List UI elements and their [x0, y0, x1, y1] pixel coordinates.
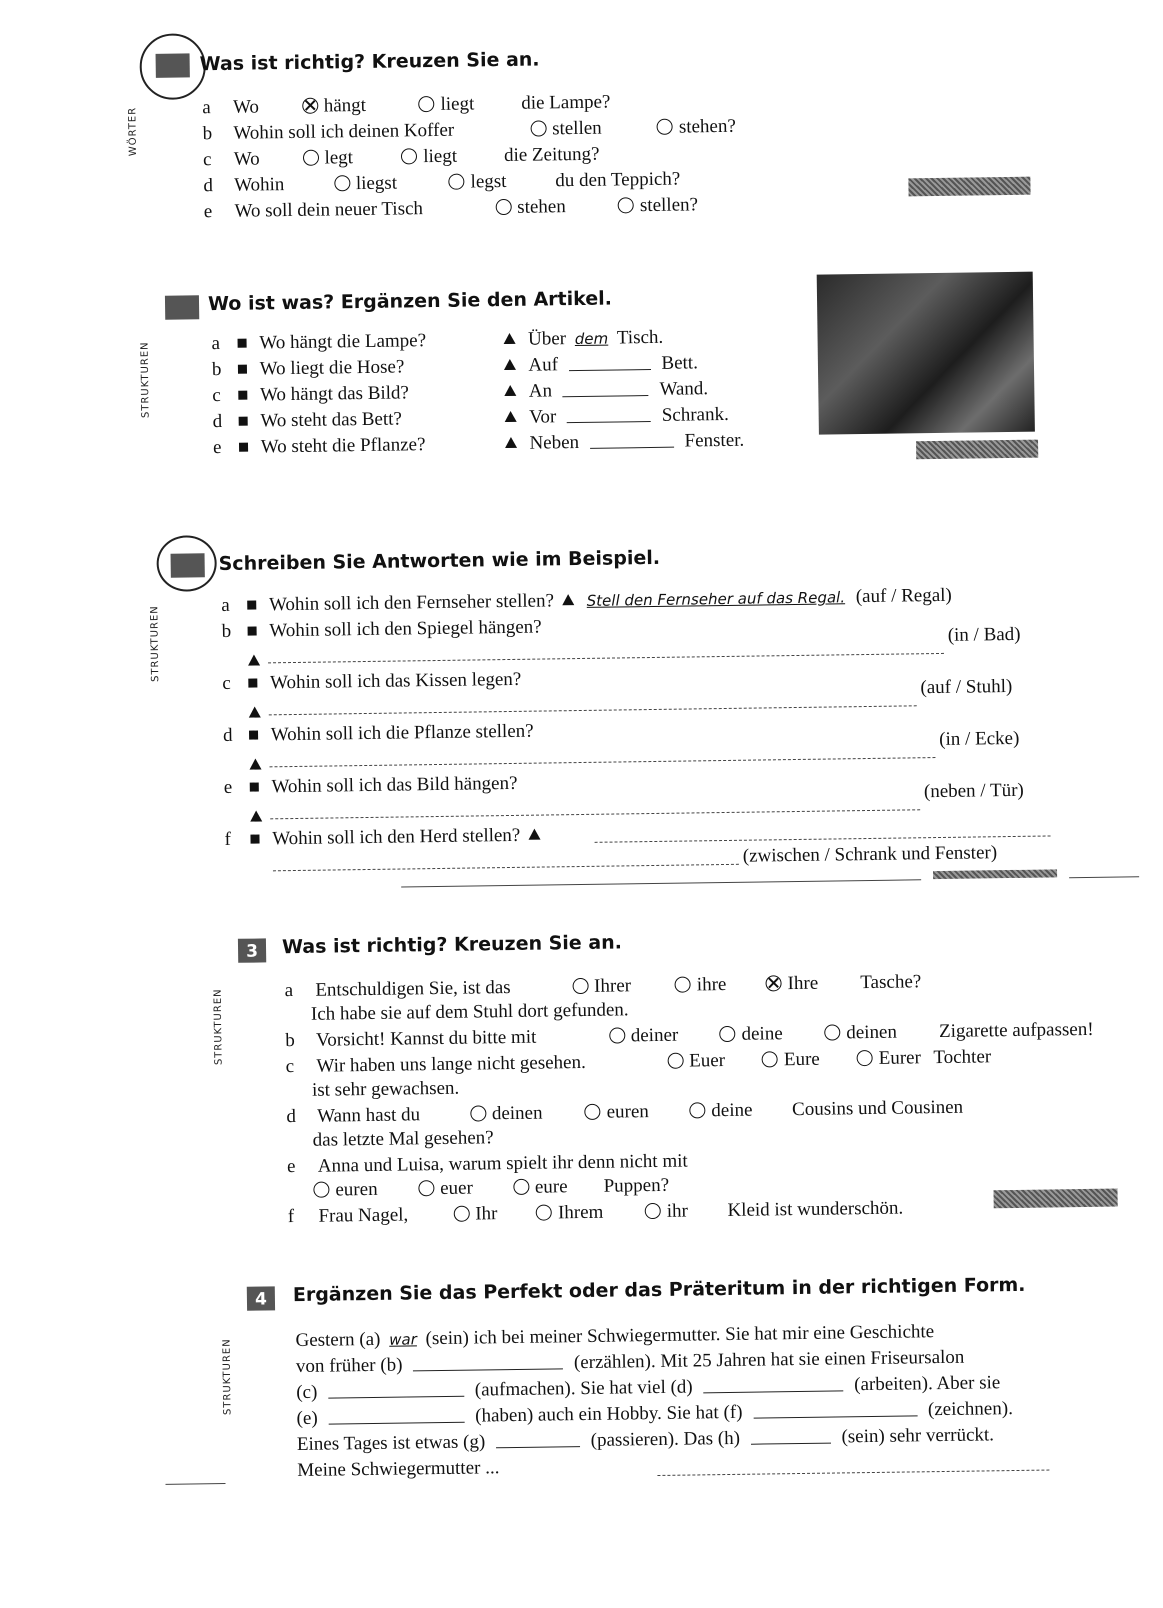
ex3-hint-b: (in / Bad): [947, 623, 1021, 646]
ex4-item-a: a Entschuldigen Sie, ist das Ihrer ihre Ihre Tasche?: [284, 971, 922, 1002]
exercise-number-badge: 3: [238, 938, 266, 962]
ex3-item-d: d Wohin soll ich die Pflanze stellen?: [222, 720, 534, 746]
ex3-hint-c: (auf / Stuhl): [920, 675, 1013, 699]
checked-circle-icon[interactable]: [765, 975, 781, 991]
ex5-line-1: Gestern (a) war (sein) ich bei meiner Schwiegermutter. Sie hat mir eine Geschichte: [295, 1321, 935, 1352]
triangle-bullet-icon: [504, 411, 516, 422]
square-bullet-icon: [239, 417, 248, 426]
ex3-hint-d: (in / Ecke): [939, 727, 1020, 750]
ex3-item-c: c Wohin soll ich das Kissen legen?: [222, 668, 522, 695]
bedroom-photo: [817, 272, 1035, 435]
circle-option-icon[interactable]: [470, 1105, 486, 1121]
ex2-item-c: c Wo hängt das Bild? An Wand.: [212, 378, 709, 407]
redacted-score-box: [933, 869, 1057, 879]
ex4-item-c: c Wir haben uns lange nicht gesehen. Euer Eure Eurer Tochter: [285, 1046, 992, 1078]
ex3-item-b: b Wohin soll ich den Spiegel hängen?: [221, 616, 542, 643]
circle-option-icon[interactable]: [824, 1024, 840, 1040]
triangle-bullet-icon: [249, 758, 261, 769]
circle-option-icon[interactable]: [584, 1104, 600, 1120]
ex4-item-d: d Wann hast du deinen euren deine Cousins und Cousinen: [286, 1096, 964, 1128]
answer-blank[interactable]: [751, 1427, 831, 1445]
ex3-item-f: f Wohin soll ich den Herd stellen?: [224, 824, 548, 851]
circle-option-icon[interactable]: [401, 148, 417, 164]
circle-option-icon[interactable]: [689, 1102, 705, 1118]
circle-option-icon[interactable]: [418, 1180, 434, 1196]
exercise-4-title: Was ist richtig? Kreuzen Sie an.: [281, 931, 623, 959]
answer-blank[interactable]: [413, 1352, 563, 1371]
divider-line: [401, 879, 921, 887]
circle-option-icon[interactable]: [530, 120, 546, 136]
answer-blank[interactable]: [496, 1430, 580, 1448]
circle-option-icon[interactable]: [448, 174, 464, 190]
side-label: STRUKTUREN: [212, 988, 225, 1066]
ex4-item-f: f Frau Nagel, Ihr Ihrem ihr Kleid ist wunderschön.: [287, 1197, 904, 1228]
square-bullet-icon: [248, 679, 257, 688]
ex3-item-e: e Wohin soll ich das Bild hängen?: [223, 772, 518, 798]
square-bullet-icon: [238, 339, 247, 348]
ex2-item-a: a Wo hängt die Lampe? Über dem Tisch.: [211, 326, 664, 355]
ex1-item-d: d Wohin liegst legst du den Teppich?: [203, 168, 681, 197]
square-bullet-icon: [250, 783, 259, 792]
redacted-score-box: [916, 440, 1038, 460]
circle-option-icon[interactable]: [719, 1026, 735, 1042]
triangle-bullet-icon: [504, 359, 516, 370]
circle-option-icon[interactable]: [857, 1050, 873, 1066]
divider-line: [657, 1470, 1049, 1476]
exercise-number-badge: 4: [247, 1286, 275, 1310]
ex1-item-b: b Wohin soll ich deinen Koffer stellen stehen?: [202, 115, 736, 145]
ex3-item-a: a Wohin soll ich den Fernseher stellen? Stell den Fernseher auf das Regal. (auf / Regal): [221, 584, 952, 617]
exercise-number-badge: [165, 295, 199, 319]
side-label: WÖRTER: [127, 106, 139, 157]
ex4-item-a-line2: Ich habe sie auf dem Stuhl dort gefunden.: [310, 999, 629, 1025]
handwritten-answer: Stell den Fernseher auf das Regal.: [586, 588, 846, 610]
redacted-score-box: [908, 177, 1030, 197]
side-label: STRUKTUREN: [139, 341, 152, 419]
circle-option-icon[interactable]: [418, 96, 434, 112]
circle-option-icon[interactable]: [536, 1204, 552, 1220]
answer-line[interactable]: [269, 757, 935, 767]
square-bullet-icon: [238, 391, 247, 400]
side-label: STRUKTUREN: [221, 1338, 234, 1416]
ex4-item-e-line2: euren euer eure Puppen?: [313, 1175, 669, 1202]
triangle-bullet-icon: [249, 706, 261, 717]
exercise-5-title: Ergänzen Sie das Perfekt oder das Präteritum in der richtigen Form.: [292, 1273, 1026, 1307]
triangle-bullet-icon: [503, 333, 515, 344]
answer-line[interactable]: [270, 809, 920, 819]
circle-option-icon[interactable]: [657, 119, 673, 135]
circle-option-icon[interactable]: [513, 1179, 529, 1195]
answer-blank[interactable]: [563, 379, 649, 397]
answer-blank[interactable]: [569, 353, 651, 371]
ex5-line-2: von früher (b) (erzählen). Mit 25 Jahren hat sie einen Friseursalon: [295, 1346, 965, 1378]
answer-blank[interactable]: [328, 1406, 464, 1425]
triangle-bullet-icon: [250, 810, 262, 821]
circle-option-icon[interactable]: [762, 1051, 778, 1067]
answer-blank[interactable]: [567, 405, 651, 423]
ex5-line-5: Eines Tages ist etwas (g) (passieren). Das (h) (sein) sehr verrückt.: [296, 1424, 995, 1456]
answer-line[interactable]: [269, 705, 917, 715]
square-bullet-icon: [239, 443, 248, 452]
answer-blank[interactable]: [328, 1380, 464, 1399]
ex4-item-e: e Anna und Luisa, warum spielt ihr denn nicht mit: [286, 1150, 688, 1178]
ex5-line-4: (e) (haben) auch ein Hobby. Sie hat (f) (zeichnen).: [296, 1398, 1014, 1430]
handwritten-answer: war: [389, 1330, 417, 1349]
triangle-bullet-icon: [248, 654, 260, 665]
checked-circle-icon[interactable]: [302, 98, 318, 114]
answer-line[interactable]: [273, 864, 739, 872]
exercise-number-badge: [156, 53, 190, 77]
circle-option-icon[interactable]: [667, 1053, 683, 1069]
circle-option-icon[interactable]: [313, 1182, 329, 1198]
ex5-line-3: (c) (aufmachen). Sie hat viel (d) (arbeiten). Aber sie: [296, 1372, 1001, 1404]
circle-option-icon[interactable]: [609, 1027, 625, 1043]
ex4-item-c-line2: ist sehr gewachsen.: [311, 1077, 460, 1101]
ex3-hint-f: (zwischen / Schrank und Fenster): [742, 842, 998, 867]
side-label: STRUKTUREN: [149, 605, 162, 683]
circle-option-icon[interactable]: [645, 1203, 661, 1219]
triangle-bullet-icon: [505, 437, 517, 448]
answer-blank[interactable]: [590, 431, 674, 449]
ex5-line-6: Meine Schwiegermutter ...: [297, 1457, 500, 1482]
divider-line: [166, 1483, 226, 1485]
triangle-bullet-icon: [562, 594, 574, 605]
circle-option-icon[interactable]: [618, 197, 634, 213]
answer-blank[interactable]: [753, 1399, 917, 1418]
square-bullet-icon: [248, 627, 257, 636]
ex3-hint-e: (neben / Tür): [923, 779, 1024, 803]
circle-option-icon[interactable]: [675, 976, 691, 992]
square-bullet-icon: [238, 365, 247, 374]
ex2-item-b: b Wo liegt die Hose? Auf Bett.: [211, 352, 699, 381]
square-bullet-icon: [247, 601, 256, 610]
triangle-bullet-icon: [504, 385, 516, 396]
ex2-item-e: e Wo steht die Pflanze? Neben Fenster.: [212, 429, 745, 459]
square-bullet-icon: [249, 731, 258, 740]
triangle-bullet-icon: [528, 829, 540, 840]
circle-option-icon[interactable]: [334, 175, 350, 191]
exercise-1-title: Was ist richtig? Kreuzen Sie an.: [199, 48, 540, 76]
ex1-item-c: c Wo legt liegt die Zeitung?: [202, 143, 600, 171]
exercise-number-badge: [171, 553, 205, 577]
divider-line: [1069, 876, 1139, 878]
handwritten-answer: dem: [574, 329, 609, 349]
redacted-score-box: [993, 1189, 1117, 1209]
answer-blank[interactable]: [703, 1374, 843, 1393]
circle-option-icon[interactable]: [302, 150, 318, 166]
exercise-3-title: Schreiben Sie Antworten wie im Beispiel.: [218, 546, 661, 576]
ex1-item-a: a Wo hängt liegt die Lampe?: [202, 91, 611, 119]
ex1-item-e: e Wo soll dein neuer Tisch stehen stellen?: [203, 194, 699, 223]
circle-option-icon[interactable]: [453, 1206, 469, 1222]
ex4-item-b: b Vorsicht! Kannst du bitte mit deiner deine deinen Zigarette aufpassen!: [285, 1018, 1094, 1052]
circle-option-icon[interactable]: [495, 199, 511, 215]
square-bullet-icon: [250, 834, 259, 843]
answer-line[interactable]: [268, 653, 944, 663]
circle-option-icon[interactable]: [572, 978, 588, 994]
exercise-2-title: Wo ist was? Ergänzen Sie den Artikel.: [207, 287, 613, 316]
ex4-item-d-line2: das letzte Mal gesehen?: [312, 1127, 494, 1151]
ex2-item-d: d Wo steht das Bett? Vor Schrank.: [212, 403, 729, 433]
